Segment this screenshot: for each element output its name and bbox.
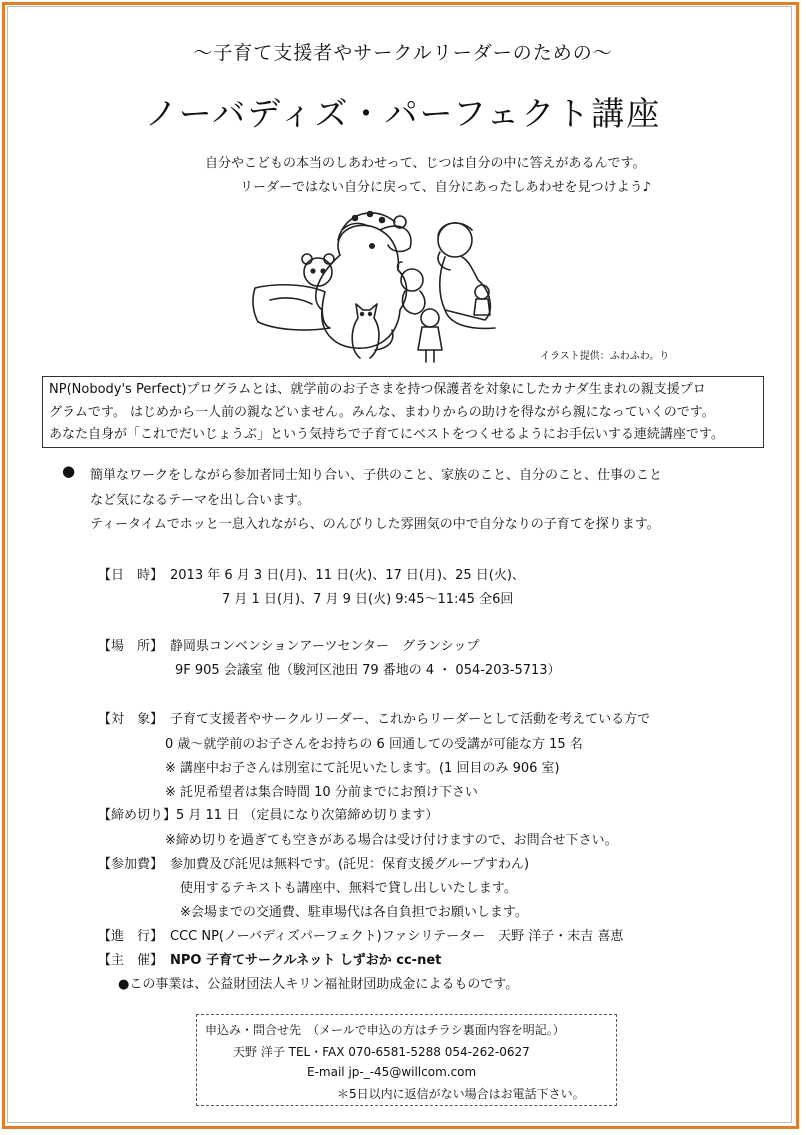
illustration-credit: イラスト提供：ふわふわ。り [540, 351, 670, 362]
fee-line: 参加費及び託児は無料です。(託児：保育支援グループすわん) [170, 857, 530, 872]
child-legs [445, 310, 495, 328]
flyer-subtitle: ～子育て支援者やサークルリーダーのための～ [193, 42, 613, 64]
deadline-label: 【締め切り】 [98, 808, 177, 823]
rag-doll-body [474, 299, 490, 315]
contact-box [196, 1014, 617, 1106]
place-label: 【場 所】 [98, 639, 164, 654]
teddy-head [304, 258, 332, 286]
fee-line: ※会場までの交通費、駐車場代は各自負担でお願いします。 [180, 905, 528, 920]
facilitator-line: CCC NP(ノーバディズパーフェクト)ファシリテーター 天野 洋子・末吉 喜恵 [170, 929, 624, 944]
small-dog-ear [398, 262, 403, 274]
target-line: ※ 講座中お子さんは別室にて託児いたします。(1 回目のみ 906 室) [165, 761, 560, 776]
child-body [440, 257, 491, 320]
cap-dot [368, 212, 373, 217]
target-line: 0 歳～就学前のお子さんをお持ちの 6 回通しての受講が可能な方 15 名 [165, 737, 583, 752]
doll-body [418, 327, 442, 362]
place-line: 9F 905 会議室 他（駿河区池田 79 番地の 4 ・ 054-203-5713） [175, 663, 561, 678]
facilitator-label: 【進 行】 [98, 929, 164, 944]
fee-line: 使用するテキストも講座中、無料で貸し出しいたします。 [180, 881, 517, 896]
cap-dot [353, 216, 358, 221]
contact-email[interactable]: E-mail jp-_-45@willcom.com [307, 1065, 477, 1079]
big-plush-outline [316, 225, 407, 348]
intro-line: グラムです。 はじめから一人前の親などいません。みんな、まわりからの助けを得ながら親になっていくのです。 [49, 404, 715, 420]
date-line: 2013 年 6 月 3 日(月)、11 日(火)、17 日(月)、25 日(火)、 [170, 568, 525, 583]
flyer-title: ノーバディズ・パーフェクト講座 [144, 94, 662, 133]
intro-line: NP(Nobody's Perfect)プログラムとは、就学前のお子さまを持つ保護者を対象にしたカナダ生まれの親支援プロ [49, 382, 706, 397]
intro-line: あなた自身が「これでだいじょうぶ」という気持ちで子育てにベストをつくせるようにお手伝いする連続講座です。 [49, 427, 724, 442]
description-line: など気になるテーマを出し合います。 [90, 493, 310, 508]
cap-dot [380, 218, 385, 223]
grant-line: ●この事業は、公益財団法人キリン福祉財団助成金によるものです。 [118, 977, 519, 992]
blanket-fold [270, 298, 312, 304]
date-label: 【日 時】 [98, 568, 164, 583]
date-line: 7 月 1 日(月)、7 月 9 日(火) 9:45～11:45 全6回 [222, 592, 514, 607]
cat-eye [369, 313, 372, 316]
target-line: ※ 託児希望者は集合時間 10 分前までにお預け下さい [165, 785, 478, 800]
doll-head [421, 309, 439, 327]
cat-eye [361, 313, 364, 316]
deadline-line: ※締め切りを過ぎても空きがある場合は受け付けますので、お問合せ下さい。 [165, 833, 618, 848]
child-head [438, 223, 472, 257]
teddy-eye [311, 269, 315, 273]
bullet-icon: ● [62, 462, 76, 480]
contact-heading: 申込み・問合せ先 （メールで申込の方はチラシ裏面内容を明記。） [205, 1023, 565, 1037]
target-line: 子育て支援者やサークルリーダー、これからリーダーとして活動を考えている方で [170, 712, 651, 727]
tagline-2: リーダーではない自分に戻って、自分にあったしあわせを見つけよう♪ [240, 180, 651, 195]
host-line: NPO 子育てサークルネット しずおか cc-net [170, 953, 442, 968]
child-hair [438, 223, 472, 236]
program-intro-box [42, 376, 764, 448]
plush-eye [370, 244, 374, 248]
target-label: 【対 象】 [98, 712, 164, 727]
description-line: 簡単なワークをしながら参加者同士知り合い、子供のこと、家族のこと、自分のこと、仕事のこと [90, 468, 663, 483]
deadline-line: 5 月 11 日 （定員になり次第締め切ります） [176, 808, 439, 823]
description-line: ティータイムでホッと一息入れながら、のんびりした雰囲気の中で自分なりの子育てを探ります。 [90, 517, 660, 532]
tagline-1: 自分やこどもの本当のしあわせって、じつは自分の中に答えがあるんです。 [205, 156, 646, 171]
contact-phone: 天野 洋子 TEL・FAX 070-6581-5288 054-262-0627 [233, 1045, 530, 1059]
host-label: 【主 催】 [98, 953, 164, 968]
fee-label: 【参加費】 [98, 857, 164, 872]
place-line: 静岡県コンベンションアーツセンター グランシップ [170, 639, 480, 654]
contact-note: ＊5日以内に返信がない場合はお電話下さい。 [337, 1087, 585, 1101]
nightcap [338, 213, 395, 240]
teddy-eye [321, 269, 325, 273]
children-and-plush-toys-drawing [250, 200, 520, 365]
